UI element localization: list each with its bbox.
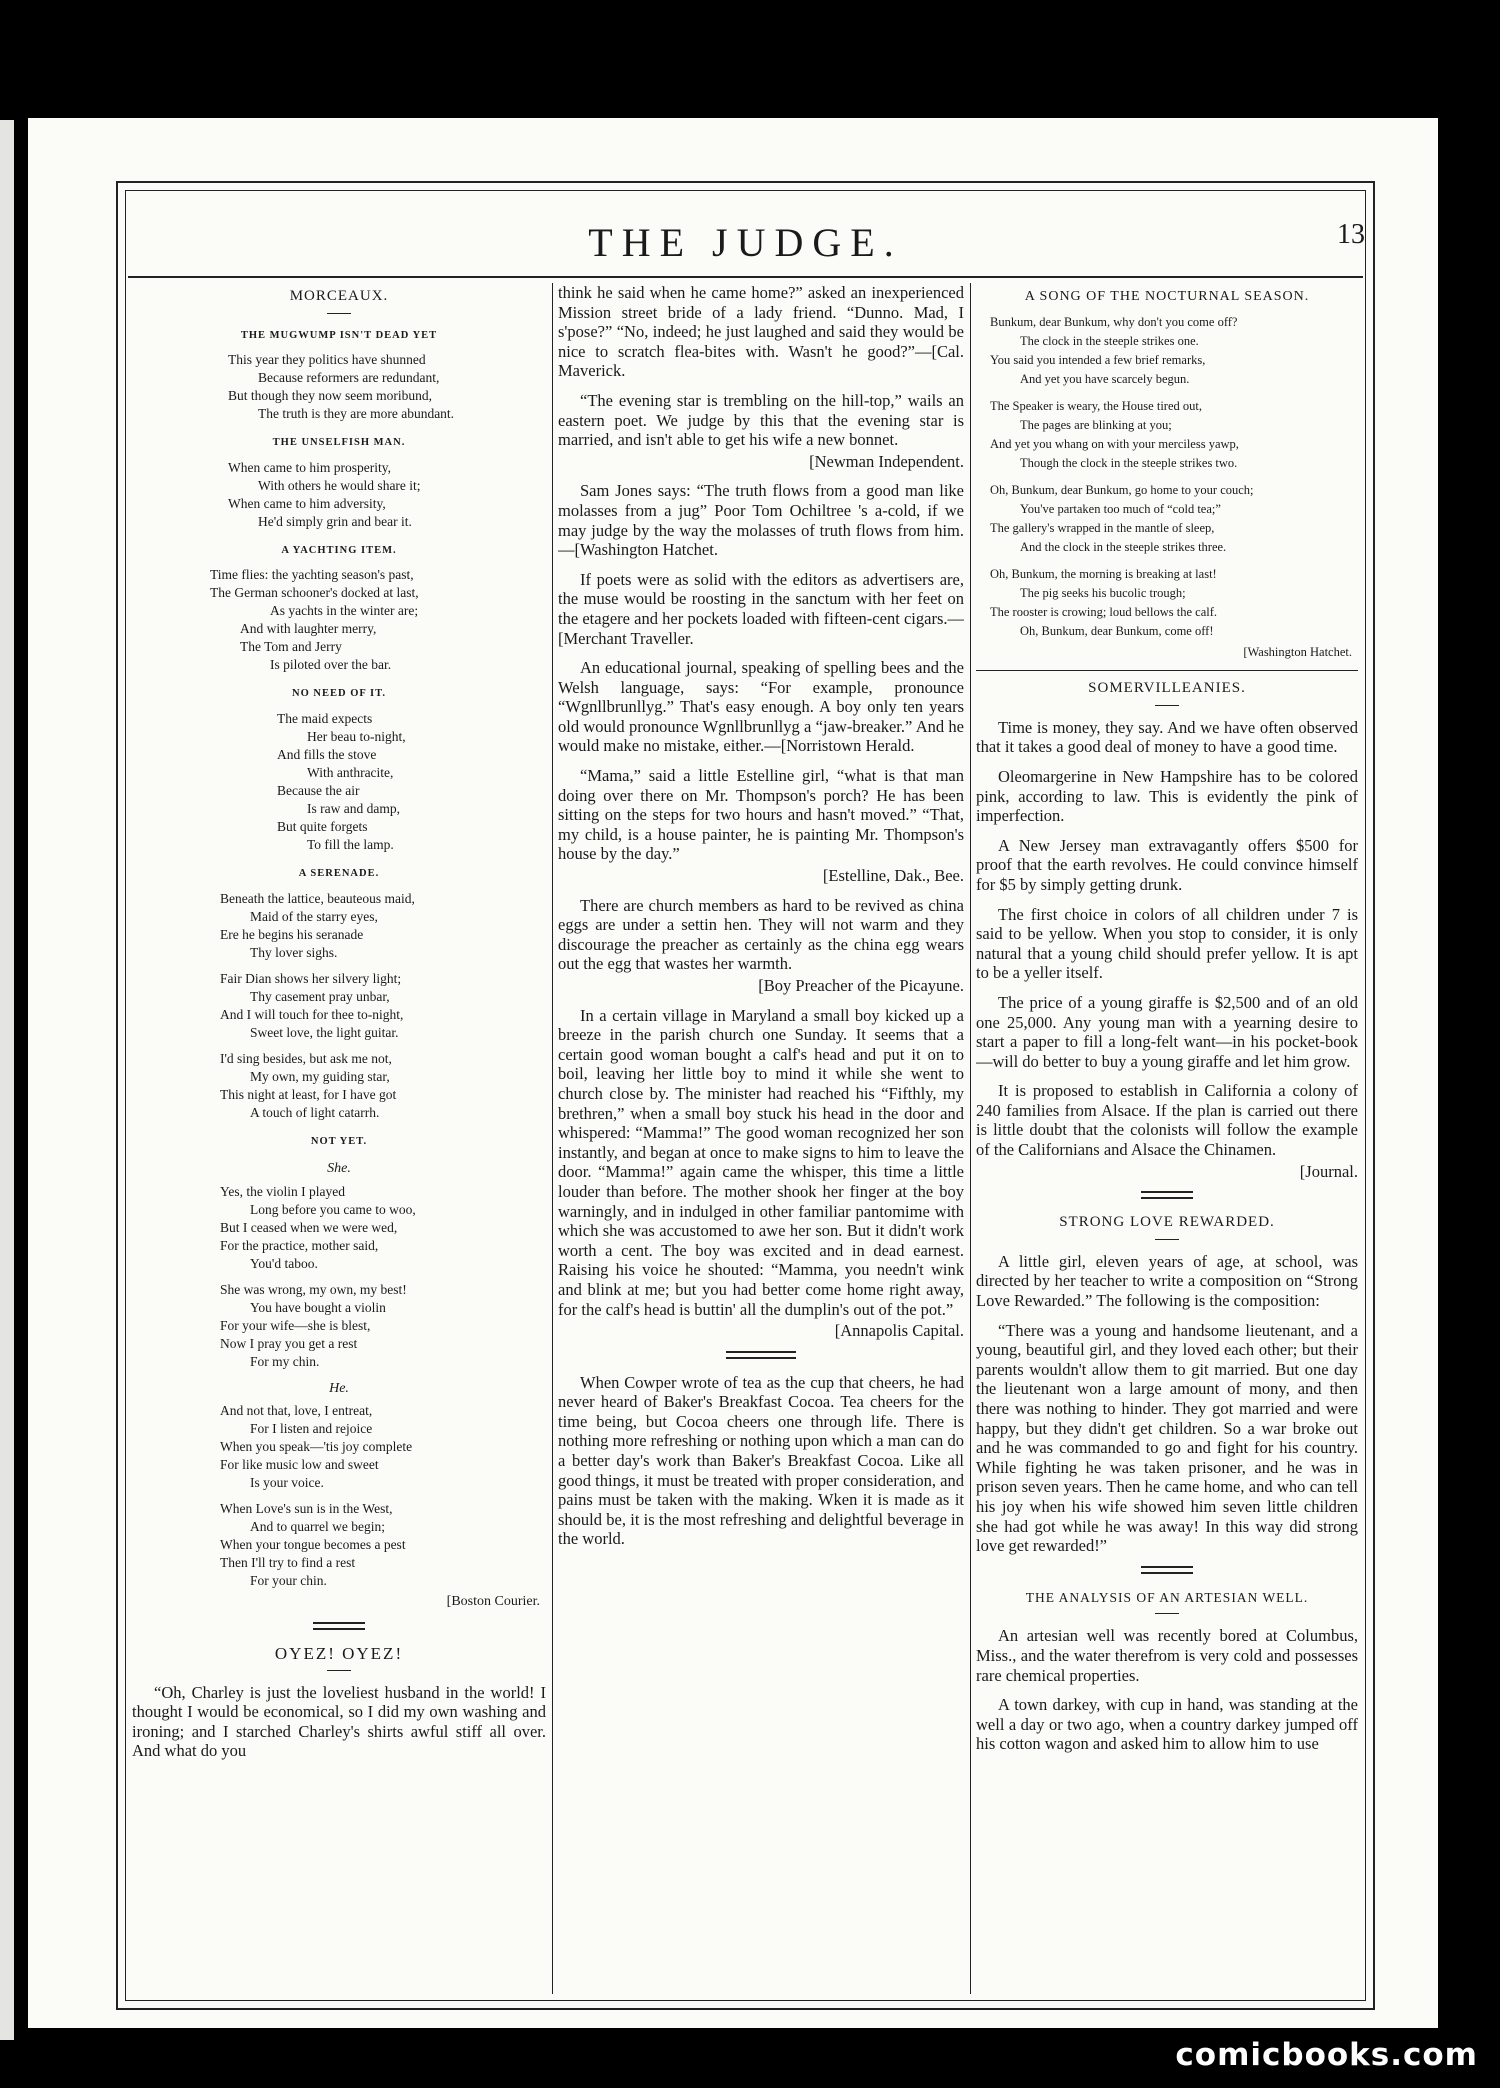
source-credit: [Boy Preacher of the Picayune. <box>758 976 964 995</box>
verse-line: For I listen and rejoice <box>250 1421 373 1437</box>
verse-line: The German schooner's docked at last, <box>210 585 419 601</box>
verse-line: Time flies: the yachting season's past, <box>210 567 414 583</box>
column-divider <box>552 283 553 1994</box>
article-paragraph: An artesian well was recently bored at Columbus, Miss., and the water therefrom is very cold and possesses rare chemical properties. <box>976 1626 1358 1685</box>
column-rule <box>976 670 1358 671</box>
verse-line: The gallery's wrapped in the mantle of sleep, <box>990 520 1215 535</box>
column-3 <box>976 283 1358 1994</box>
verse-line: Though the clock in the steeple strikes two. <box>1020 455 1238 470</box>
verse-line: When your tongue becomes a pest <box>220 1537 406 1553</box>
verse-line: You'd taboo. <box>250 1255 318 1271</box>
article-paragraph: It is proposed to establish in California a colony of 240 families from Alsace. If the plan is carried out there is little doubt that the colonists will follow the example of the Californians and Alsace the Chinamen. <box>976 1081 1358 1160</box>
source-credit: [Journal. <box>1299 1161 1358 1181</box>
verse-line: And fills the stove <box>277 746 377 762</box>
article-paragraph: “Oh, Charley is just the loveliest husband in the world! I thought I would be economical, so I did my own washing and ironing; and I starched Charley's shirts awful stiff all over. And what do you <box>132 1682 546 1761</box>
section-heading: STRONG LOVE REWARDED. <box>1059 1214 1275 1231</box>
verse-line: You've partaken too much of “cold tea;” <box>1020 501 1221 516</box>
verse-line: Her beau to-night, <box>307 728 406 744</box>
verse-line: This year they politics have shunned <box>228 352 426 368</box>
source-credit: [Boston Courier. <box>446 1594 540 1610</box>
verse-line: When came to him adversity, <box>228 495 386 511</box>
verse-line: When came to him prosperity, <box>228 459 391 475</box>
verse-line: This night at least, for I have got <box>220 1086 397 1102</box>
short-rule <box>327 1670 351 1671</box>
verse-line: Sweet love, the light guitar. <box>250 1024 399 1040</box>
column-divider <box>970 283 971 1994</box>
verse-line: Ere he begins his seranade <box>220 926 364 942</box>
verse-line: The pig seeks his bucolic trough; <box>1020 585 1186 600</box>
poem-stanza <box>220 1281 546 1371</box>
verse-line: Oh, Bunkum, dear Bunkum, go home to your couch; <box>990 482 1254 497</box>
verse-line: And with laughter merry, <box>240 621 377 637</box>
poem-stanza <box>990 397 1358 473</box>
verse-line: The maid expects <box>277 710 373 726</box>
short-rule <box>1155 1613 1179 1614</box>
short-rule <box>327 313 351 314</box>
verse-line: Because the air <box>277 782 360 798</box>
speaker-label: She. <box>327 1161 351 1177</box>
poem-stanza <box>277 710 546 854</box>
section-separator <box>1141 1566 1193 1574</box>
verse-line: Long before you came to woo, <box>250 1201 416 1217</box>
article-paragraph: Sam Jones says: “The truth flows from a good man like molasses from a jug” Poor Tom Ochiltree 's a-cold, if we may judge by the way the molasses of truth flows from him.—[Washington Hatchet. <box>558 481 964 560</box>
verse-line: The clock in the steeple strikes one. <box>1020 333 1199 348</box>
verse-line: For your chin. <box>250 1573 327 1589</box>
verse-line: The rooster is crowing; loud bellows the calf. <box>990 604 1218 619</box>
poem-stanza <box>228 351 546 423</box>
poem-title: NO NEED OF IT. <box>292 688 386 700</box>
article-paragraph: When Cowper wrote of tea as the cup that cheers, he had never heard of Baker's Breakfast Cocoa. Tea cheers for the time being, but Cocoa cheers one through life. There is nothing more refreshing or nothing upon which a man can do a better day's work than Baker's Breakfast Cocoa. Like all good things, it must be treated with proper consideration, and pains must be taken with the making. Wken it is made as it should be, it is the most refreshing and delightful beverage in the world. <box>558 1372 964 1549</box>
section-heading: OYEZ! OYEZ! <box>274 1643 404 1663</box>
poem-stanza <box>220 1500 546 1590</box>
section-separator <box>726 1351 796 1359</box>
column-2 <box>558 283 964 1994</box>
verse-line: But I ceased when we were wed, <box>220 1219 398 1235</box>
section-separator <box>313 1622 365 1630</box>
section-separator <box>1141 1191 1193 1199</box>
newspaper-page <box>28 118 1438 2028</box>
article-paragraph: Oleomargerine in New Hampshire has to be colored pink, according to law. This is evidently the pink of imperfection. <box>976 766 1358 826</box>
verse-line: For my chin. <box>250 1353 320 1369</box>
verse-line: And to quarrel we begin; <box>250 1519 385 1535</box>
verse-line: But quite forgets <box>277 818 368 834</box>
section-heading: A SONG OF THE NOCTURNAL SEASON. <box>1024 289 1310 304</box>
article-paragraph: “Mama,” said a little Estelline girl, “what is that man doing over there on Mr. Thompson's porch? He has been sitting on the steps for two hours and hasn't moved.” “That, my child, is a house painter, he is painting Mr. Thompson's house by the day.” <box>558 766 964 864</box>
masthead-rule <box>128 276 1363 278</box>
source-credit: [Washington Hatchet. <box>1243 644 1352 659</box>
article-paragraph: An educational journal, speaking of spelling bees and the Welsh language, says: “For example, pronounce “Wgnllbrunllyg.” That's easy enough. A boy only ten years old would pronounce Wgnllbrunllyg a “jaw-breaker.” And he would make no mistake, either.—[Norristown Herald. <box>558 658 964 756</box>
masthead-title: THE JUDGE. <box>588 220 903 265</box>
page-border <box>116 181 1375 2010</box>
article-paragraph: A New Jersey man extravagantly offers $500 for proof that the earth revolves. He could convince himself for $5 by simply getting drunk. <box>976 835 1358 894</box>
verse-line: You said you intended a few brief remarks, <box>990 352 1206 367</box>
article-paragraph: There are church members as hard to be revived as china eggs are under a settin hen. They will not warm and they discourage the preacher as certainly as the china egg wears out the egg that wastes her warmth. <box>558 895 964 974</box>
short-rule <box>1155 705 1179 706</box>
poem-title: THE UNSELFISH MAN. <box>272 437 406 449</box>
article-paragraph: “The evening star is trembling on the hill-top,” wails an eastern poet. We judge by this that the evening star is married, and isn't able to get his wife a new bonnet. <box>558 390 964 450</box>
source-credit: [Annapolis Capital. <box>834 1321 964 1341</box>
verse-line: The Speaker is weary, the House tired out, <box>990 398 1202 413</box>
section-heading: SOMERVILLEANIES. <box>1088 680 1246 697</box>
verse-line: Then I'll try to find a rest <box>220 1555 356 1571</box>
verse-line: When Love's sun is in the West, <box>220 1501 393 1517</box>
source-credit: [Newman Independent. <box>809 451 964 471</box>
article-paragraph: A little girl, eleven years of age, at school, was directed by her teacher to write a composition on “Strong Love Rewarded.” The following is the composition: <box>976 1251 1358 1311</box>
verse-line: And not that, love, I entreat, <box>220 1403 373 1419</box>
short-rule <box>1155 1239 1179 1240</box>
verse-line: Thy casement pray unbar, <box>250 988 390 1004</box>
verse-line: Yes, the violin I played <box>220 1183 345 1199</box>
verse-line: My own, my guiding star, <box>250 1068 390 1084</box>
article-paragraph: The first choice in colors of all children under 7 is said to be yellow. When you stop to consider, it is only natural that a young child should prefer yellow. It is apt to be a yeller itself. <box>976 904 1358 983</box>
verse-line: Now I pray you get a rest <box>220 1335 358 1351</box>
poem-stanza <box>990 565 1358 641</box>
verse-line: And yet you whang on with your merciless yawp, <box>990 436 1239 451</box>
verse-line: Fair Dian shows her silvery light; <box>220 970 402 986</box>
left-page-edge <box>0 120 14 2040</box>
verse-line: To fill the lamp. <box>307 836 394 852</box>
verse-line: With anthracite, <box>307 764 394 780</box>
site-watermark: comicbooks.com <box>1175 2037 1478 2073</box>
verse-line: Is piloted over the bar. <box>270 657 392 673</box>
column-1 <box>132 283 546 1994</box>
verse-line: Because reformers are redundant, <box>258 370 440 386</box>
verse-line: For like music low and sweet <box>220 1457 379 1473</box>
verse-line: You have bought a violin <box>250 1299 386 1315</box>
section-heading: THE ANALYSIS OF AN ARTESIAN WELL. <box>1025 1589 1309 1605</box>
page-number: 13 <box>1337 219 1365 250</box>
poem-stanza <box>220 1050 546 1122</box>
article-paragraph: think he said when he came home?” asked an inexperienced Mission street bride of a lady friend. “Dunno. Mad, I s'pose?” “No, indeed; he just laughed and said they would be nice to scratch flea-bites with. Wasn't he good?”—[Cal. Maverick. <box>558 283 964 381</box>
poem-stanza <box>220 890 546 962</box>
poem-stanza <box>220 1402 546 1492</box>
verse-line: Is your voice. <box>250 1475 324 1491</box>
verse-line: The Tom and Jerry <box>240 639 342 655</box>
verse-line: The truth is they are more abundant. <box>258 406 455 422</box>
poem-stanza <box>990 481 1358 557</box>
article-paragraph: “There was a young and handsome lieutenant, and a young, beautiful girl, and they loved each other; but their parents wouldn't allow them to git married. But one day the lieutenant won a large amount of mony, and then there was nothing to hinder. They got married and were happy, but they didn't get children. So a war broke out and he was commanded to go and fight for his country. While fighting he was taken prisoner, and he was in prison seven years. Then he came home, and who can tell his joy when his wife showed him seven little children she had got while he was away! In this way did strong love get rewarded!” <box>976 1320 1358 1556</box>
verse-line: The pages are blinking at you; <box>1020 417 1172 432</box>
verse-line: He'd simply grin and bear it. <box>258 513 412 529</box>
poem-stanza <box>228 459 546 531</box>
poem-stanza <box>990 313 1358 389</box>
verse-line: And yet you have scarcely begun. <box>1020 371 1190 386</box>
verse-line: With others he would share it; <box>258 477 421 493</box>
poem-title: A SERENADE. <box>298 867 380 879</box>
verse-line: Maid of the starry eyes, <box>250 908 378 924</box>
verse-line: Thy lover sighs. <box>250 944 338 960</box>
poem-title: A YACHTING ITEM. <box>281 544 397 556</box>
verse-line: Oh, Bunkum, dear Bunkum, come off! <box>1020 623 1214 638</box>
speaker-label: He. <box>329 1380 349 1396</box>
verse-line: She was wrong, my own, my best! <box>220 1281 407 1297</box>
article-paragraph: Time is money, they say. And we have often observed that it takes a good deal of money to have a good time. <box>976 717 1358 757</box>
poem-stanza <box>220 970 546 1042</box>
poem-stanza <box>210 566 546 674</box>
verse-line: Oh, Bunkum, the morning is breaking at last! <box>990 566 1217 581</box>
verse-line: A touch of light catarrh. <box>250 1104 380 1120</box>
verse-line: And I will touch for thee to-night, <box>220 1006 404 1022</box>
verse-line: For your wife—she is blest, <box>220 1317 371 1333</box>
verse-line: And the clock in the steeple strikes three. <box>1020 539 1227 554</box>
verse-line: Beneath the lattice, beauteous maid, <box>220 890 415 906</box>
verse-line: When you speak—'tis joy complete <box>220 1439 413 1455</box>
verse-line: For the practice, mother said, <box>220 1237 379 1253</box>
article-paragraph: A town darkey, with cup in hand, was standing at the well a day or two ago, when a country darkey jumped off his cotton wagon and asked him to allow him to use <box>976 1695 1358 1754</box>
section-heading: MORCEAUX. <box>289 288 389 304</box>
poem-title: THE MUGWUMP ISN'T DEAD YET <box>240 329 438 341</box>
poem-stanza <box>220 1183 546 1273</box>
article-paragraph: If poets were as solid with the editors as advertisers are, the muse would be roosting in the sanctum with her feet on the etagere and her pockets loaded with fifteen-cent cigars.—[Merchant Traveller. <box>558 569 964 648</box>
poem-title: NOT YET. <box>310 1135 368 1147</box>
verse-line: I'd sing besides, but ask me not, <box>220 1050 392 1066</box>
verse-line: Is raw and damp, <box>307 800 400 816</box>
verse-line: Bunkum, dear Bunkum, why don't you come off? <box>990 314 1238 329</box>
verse-line: But though they now seem moribund, <box>228 388 432 404</box>
article-paragraph: The price of a young giraffe is $2,500 and of an old one 25,000. Any young man with a yearning desire to start a paper to fill a long-felt want—in his pocket-book—will do better to buy a young giraffe and let him grow. <box>976 992 1358 1071</box>
verse-line: As yachts in the winter are; <box>270 603 419 619</box>
article-paragraph: In a certain village in Maryland a small boy kicked up a breeze in the parish church one Sunday. It seems that a certain good woman bought a calf's head and put it on to boil, leaving her little boy to mind it while she went to church close by. The minister had reached his “Fifthly, my brethren,” when a small boy stuck his head in the door and whispered: “Mamma!” The good woman recognized her son instantly, and began at once to make signs to him to leave the door. “Mamma!” again came the whisper, this time a little louder than before. The mother shook her finger at the boy warningly, and in indulged in other familiar pantomime with which she was accustomed to awe her son. But it didn't work worth a cent. The boy was excited and in dead earnest. Raising his voice he shouted: “Mamma, you needn't wink and blink at me; but you had better come home right away, for the calf's head is buttin' all the dumplin's out of the pot.” <box>558 1005 964 1319</box>
source-credit: [Estelline, Dak., Bee. <box>822 866 964 886</box>
